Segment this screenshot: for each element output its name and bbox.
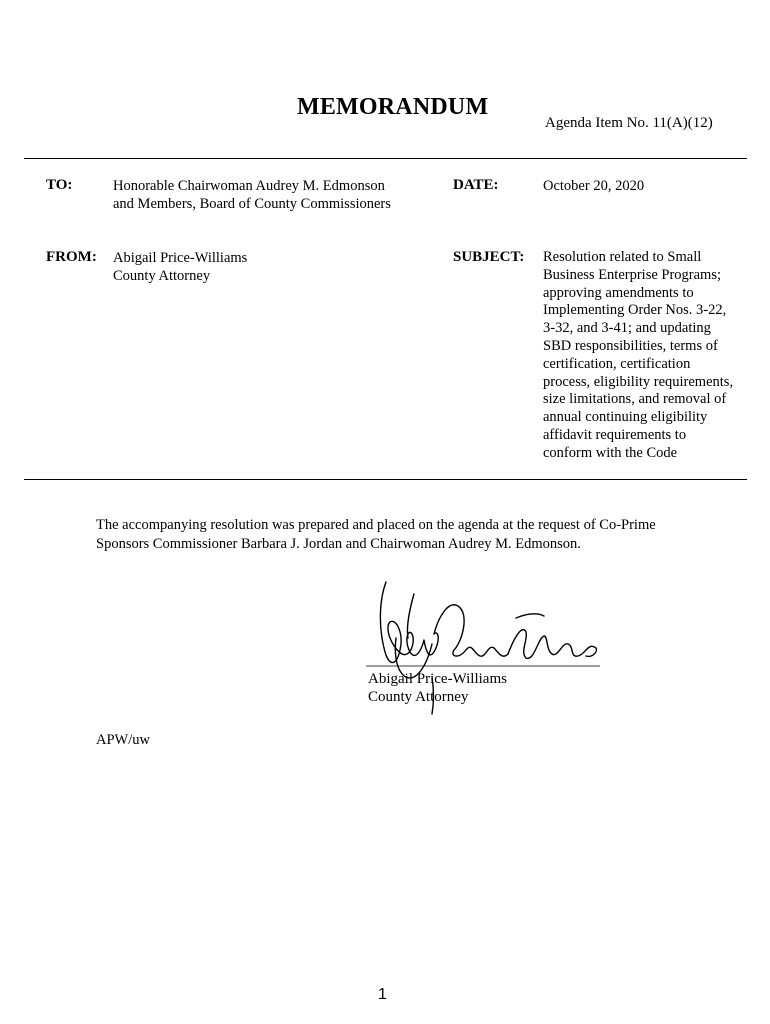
to-line: and Members, Board of County Commissioners <box>113 196 391 212</box>
to-label: TO: <box>46 177 73 193</box>
body-paragraph <box>96 516 656 554</box>
subject-line: annual continuing eligibility <box>543 409 708 426</box>
subject-line: size limitations, and removal of <box>543 391 727 408</box>
subject-line: 3-32, and 3-41; and updating <box>543 320 711 337</box>
subject-label: SUBJECT: <box>453 249 525 265</box>
subject-line: certification, certification <box>543 355 691 372</box>
from-line: County Attorney <box>113 268 211 284</box>
subject-line: affidavit requirements to <box>543 426 687 443</box>
signatory-title: County Attorney <box>368 689 469 705</box>
from-label: FROM: <box>46 249 97 265</box>
subject-value <box>543 249 733 463</box>
subject-line: SBD responsibilities, terms of <box>543 337 718 354</box>
subject-line: Business Enterprise Programs; <box>543 266 722 283</box>
memo-title: MEMORANDUM <box>297 94 489 120</box>
date-value <box>543 177 644 195</box>
subject-line: Implementing Order Nos. 3-22, <box>543 302 727 319</box>
date-line: October 20, 2020 <box>543 178 645 194</box>
subject-line: process, eligibility requirements, <box>543 373 734 390</box>
signatory-name: Abigail Price-Williams <box>368 671 507 687</box>
subject-line: Resolution related to Small <box>543 249 702 265</box>
subject-line: conform with the Code <box>543 444 678 461</box>
bottom-divider <box>24 479 747 480</box>
to-line: Honorable Chairwoman Audrey M. Edmonson <box>113 178 385 194</box>
agenda-item-number: Agenda Item No. 11(A)(12) <box>545 115 713 131</box>
from-value <box>113 249 247 285</box>
signature-block <box>366 578 606 718</box>
date-label: DATE: <box>453 177 499 193</box>
typist-initials: APW/uw <box>96 732 150 748</box>
body-line: The accompanying resolution was prepared and placed on the agenda at the request of Co-Prime <box>96 517 656 533</box>
from-line: Abigail Price-Williams <box>113 250 248 266</box>
top-divider <box>24 158 747 159</box>
page-number: 1 <box>378 986 387 1003</box>
subject-line: approving amendments to <box>543 284 694 301</box>
to-value <box>113 177 391 213</box>
body-line: Sponsors Commissioner Barbara J. Jordan and Chairwoman Audrey M. Edmonson. <box>96 536 581 552</box>
